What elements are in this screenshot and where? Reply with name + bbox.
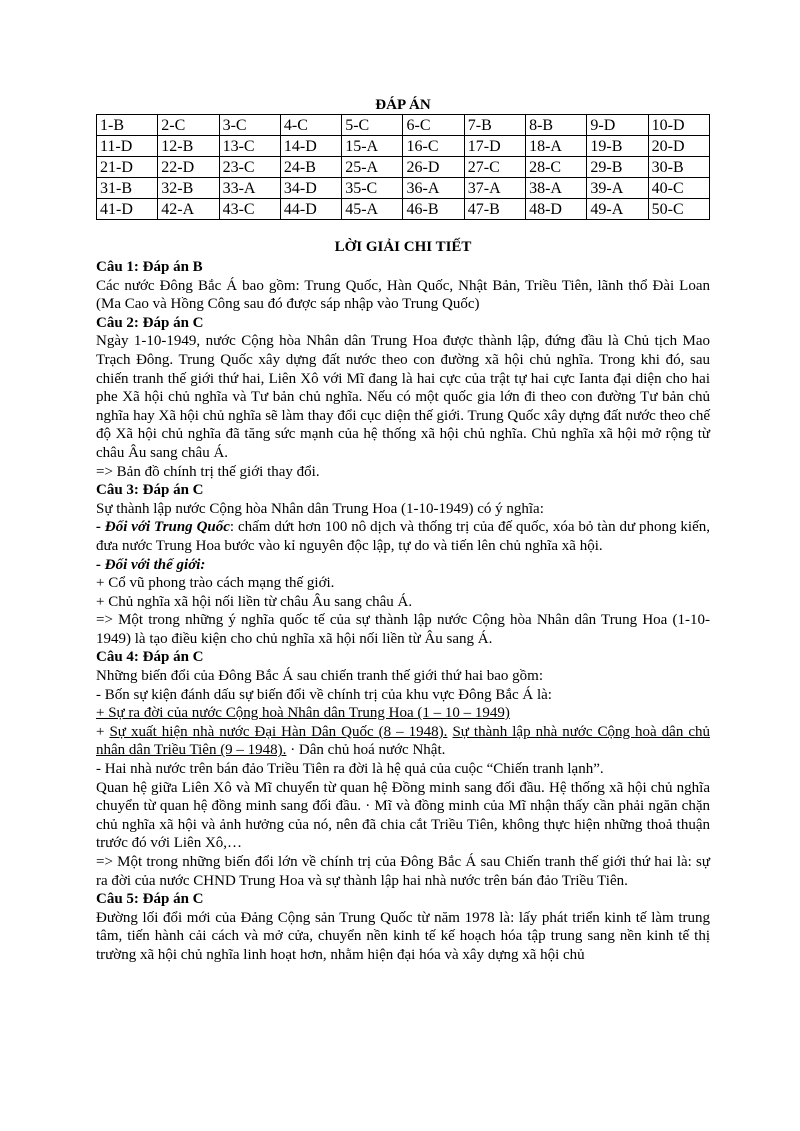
question-3-china-text: : chấm dứt hơn 100 nô dịch và thống trị của đế quốc, xóa bỏ tàn dư phong kiến, đưa nước Trung Hoa bước vào kỉ nguyên độc lập, tự do và tiến lên chủ nghĩa xã hội.: [96, 519, 710, 554]
solutions-body: [96, 258, 710, 965]
answer-cell: 8-B: [526, 115, 587, 136]
document-page: [96, 96, 710, 965]
question-3-world-label: - Đối với thế giới:: [96, 556, 206, 573]
question-4-event-2-japan: · Dân chủ hoá nước Nhật.: [286, 742, 446, 759]
answer-cell: 44-D: [280, 199, 341, 220]
question-4-event-2-dprk: Sự thành lập nhà nước Cộng hoà dân chủ nhân dân Triều Tiên (9 – 1948).: [96, 723, 710, 759]
answer-cell: 18-A: [526, 136, 587, 157]
answer-cell: 38-A: [526, 178, 587, 199]
answer-cell: 46-B: [403, 199, 464, 220]
question-2-conclusion: => Bản đồ chính trị thế giới thay đổi.: [96, 463, 320, 480]
question-3-world-point-1: + Cổ vũ phong trào cách mạng thế giới.: [96, 575, 335, 592]
question-3-heading: Câu 3: Đáp án C: [96, 482, 204, 499]
answer-cell: 6-C: [403, 115, 464, 136]
answer-cell: 47-B: [464, 199, 525, 220]
answer-cell: 43-C: [219, 199, 280, 220]
answer-cell: 48-D: [526, 199, 587, 220]
question-3-china-paragraph: [96, 518, 710, 555]
answer-cell: 42-A: [158, 199, 219, 220]
answer-cell: 5-C: [342, 115, 403, 136]
answer-cell: 36-A: [403, 178, 464, 199]
answer-cell: 28-C: [526, 157, 587, 178]
answer-cell: 33-A: [219, 178, 280, 199]
question-4-event-1: + Sự ra đời của nước Cộng hoà Nhân dân Trung Hoa (1 – 10 – 1949): [96, 705, 510, 722]
answer-cell: 21-D: [97, 157, 158, 178]
answer-cell: 30-B: [648, 157, 709, 178]
answer-cell: 19-B: [587, 136, 648, 157]
question-1-text: Các nước Đông Bắc Á bao gồm: Trung Quốc, Hàn Quốc, Nhật Bản, Triều Tiên, lãnh thổ Đài Loan (Ma Cao và Hồng Công sau đó được sáp nhập vào Trung Quốc): [96, 277, 710, 313]
answer-cell: 16-C: [403, 136, 464, 157]
answer-cell: 41-D: [97, 199, 158, 220]
question-4-intro: Những biến đổi của Đông Bắc Á sau chiến tranh thế giới thứ hai bao gồm:: [96, 668, 544, 685]
solutions-title: LỜI GIẢI CHI TIẾT: [334, 239, 472, 255]
answer-row: [97, 199, 710, 220]
answer-cell: 7-B: [464, 115, 525, 136]
answer-cell: 9-D: [587, 115, 648, 136]
answer-cell: 39-A: [587, 178, 648, 199]
answer-cell: 40-C: [648, 178, 709, 199]
answer-cell: 12-B: [158, 136, 219, 157]
answer-cell: 26-D: [403, 157, 464, 178]
answer-cell: 35-C: [342, 178, 403, 199]
question-2-text: Ngày 1-10-1949, nước Cộng hòa Nhân dân Trung Hoa được thành lập, đứng đầu là Chủ tịch Mao Trạch Đông. Trung Quốc xây dựng đất nước theo con đường xã hội chủ nghĩa. Trong khi đó, sau chiến tranh thế giới thứ hai, Liên Xô với Mĩ đang là hai cực của trật tự hai cực Ianta đại diện cho hai phe Xã hội chủ nghĩa và Tư bản chủ nghĩa. Nếu có một quốc gia lớn đi theo con đường Tư bản chủ nghĩa hay Xã hội chủ nghĩa sẽ làm thay đổi cục diện thế giới. Trung Quốc xây dựng đất nước theo chế độ Xã hội chủ nghĩa đã tăng sức mạnh của hệ thống xã hội chủ nghĩa. Chủ nghĩa xã hội mở rộng từ châu Âu sang châu Á.: [96, 333, 710, 461]
question-5-text: Đường lối đổi mới của Đảng Cộng sản Trung Quốc từ năm 1978 là: lấy phát triển kinh tế làm trung tâm, tiến hành cải cách và mở cửa, chuyển nền kinh tế kế hoạch hóa tập trung sang nền kinh tế thị trường xã hội chủ nghĩa linh hoạt hơn, nhằm hiện đại hóa và xây dựng xã hội chủ: [96, 909, 710, 963]
answer-cell: 45-A: [342, 199, 403, 220]
question-2-heading: Câu 2: Đáp án C: [96, 314, 204, 331]
question-4-heading: Câu 4: Đáp án C: [96, 649, 204, 666]
answer-row: [97, 115, 710, 136]
question-1-heading: Câu 1: Đáp án B: [96, 259, 203, 275]
question-4-conclusion: => Một trong những biến đổi lớn về chính trị của Đông Bắc Á sau Chiến tranh thế giới thứ hai là: sự ra đời của nước CHND Trung Hoa và sự thành lập hai nhà nước trên bán đảo Triều Tiên.: [96, 854, 710, 889]
question-4-events-intro: - Bốn sự kiện đánh dấu sự biến đổi về chính trị của khu vực Đông Bắc Á là:: [96, 686, 552, 703]
answer-row: [97, 178, 710, 199]
answer-cell: 29-B: [587, 157, 648, 178]
answer-cell: 49-A: [587, 199, 648, 220]
question-4-event-2-korea: Sự xuất hiện nhà nước Đại Hàn Dân Quốc (8 – 1948).: [109, 723, 448, 740]
answer-cell: 11-D: [97, 136, 158, 157]
answer-row: [97, 157, 710, 178]
question-3-intro: Sự thành lập nước Cộng hòa Nhân dân Trung Hoa (1-10-1949) có ý nghĩa:: [96, 500, 544, 517]
answer-cell: 23-C: [219, 157, 280, 178]
answer-cell: 32-B: [158, 178, 219, 199]
answer-cell: 31-B: [97, 178, 158, 199]
answer-cell: 14-D: [280, 136, 341, 157]
question-5-heading: Câu 5: Đáp án C: [96, 891, 204, 908]
answer-cell: 50-C: [648, 199, 709, 220]
answer-cell: 3-C: [219, 115, 280, 136]
answer-cell: 22-D: [158, 157, 219, 178]
answer-key-title: ĐÁP ÁN: [375, 97, 431, 113]
answer-cell: 20-D: [648, 136, 709, 157]
answer-cell: 15-A: [342, 136, 403, 157]
answer-cell: 25-A: [342, 157, 403, 178]
question-3-china-label: - Đối với Trung Quốc: [96, 519, 230, 536]
answer-cell: 10-D: [648, 115, 709, 136]
answer-cell: 13-C: [219, 136, 280, 157]
question-3-conclusion: => Một trong những ý nghĩa quốc tế của sự thành lập nước Cộng hòa Nhân dân Trung Hoa (1-10-1949) là tạo điều kiện cho chủ nghĩa xã hội nối liền từ Âu sang Á.: [96, 612, 710, 647]
question-4-cold-war: - Hai nhà nước trên bán đảo Triều Tiên ra đời là hệ quả của cuộc “Chiến tranh lạnh”.: [96, 761, 604, 778]
answer-cell: 1-B: [97, 115, 158, 136]
answer-cell: 27-C: [464, 157, 525, 178]
answer-row: [97, 136, 710, 157]
answer-cell: 34-D: [280, 178, 341, 199]
answer-cell: 24-B: [280, 157, 341, 178]
answer-cell: 37-A: [464, 178, 525, 199]
answer-cell: 17-D: [464, 136, 525, 157]
question-4-relations: Quan hệ giữa Liên Xô và Mĩ chuyển từ quan hệ Đồng minh sang đối đầu. Hệ thống xã hội chủ nghĩa chuyển từ quan hệ đồng minh sang đối đầu. · Mĩ và đồng minh của Mĩ nhận thấy cần phải ngăn chặn chủ nghĩa xã hội và ảnh hưởng của nó, nên đã chia cắt Triều Tiên, không thực hiện những thoả thuận trước đó với Liên Xô,…: [96, 779, 710, 852]
question-4-event-2-prefix: +: [96, 723, 110, 740]
answer-cell: 2-C: [158, 115, 219, 136]
question-4-event-2: [96, 723, 710, 760]
answer-key-table: [96, 114, 710, 220]
answer-cell: 4-C: [280, 115, 341, 136]
question-3-world-point-2: + Chủ nghĩa xã hội nối liền từ châu Âu sang châu Á.: [96, 593, 413, 610]
